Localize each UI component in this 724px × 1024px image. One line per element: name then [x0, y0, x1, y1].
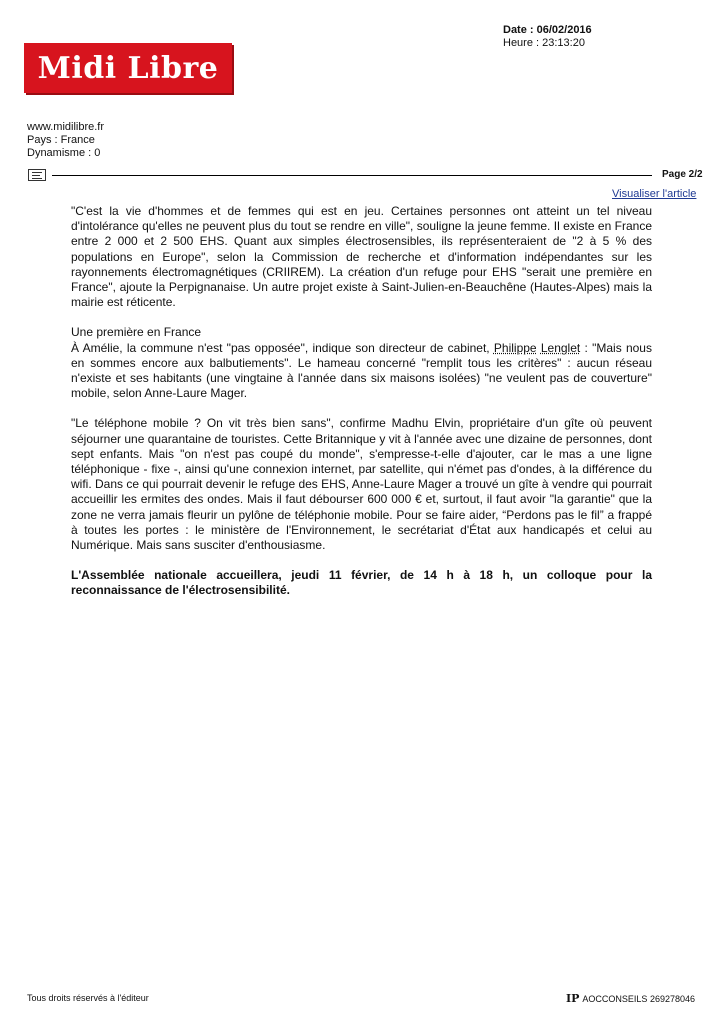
article-subheading: Une première en France: [71, 325, 202, 340]
person-last-name: Lenglet: [540, 340, 581, 355]
date-time-block: [503, 24, 592, 50]
logo-text: Midi Libre: [37, 50, 219, 86]
publication-time: Heure : 23:13:20: [503, 37, 585, 49]
footer-reference: [566, 992, 695, 1005]
article-body: [71, 204, 652, 614]
article-announcement: L'Assemblée nationale accueillera, jeudi 11 février, de 14 h à 18 h, un colloque pour la reconnaissance de l'électrosensibilité.: [71, 568, 652, 598]
paragraph-text: À Amélie, la commune n'est "pas opposée", indique son directeur de cabinet,: [71, 340, 494, 355]
footer-rights: Tous droits réservés à l'éditeur: [27, 993, 149, 1003]
reference-code: AOCCONSEILS 269278046: [582, 993, 695, 1004]
article-paragraph: "C'est la vie d'hommes et de femmes qui est en jeu. Certaines personnes ont atteint un tel niveau d'intolérance qu'elles ne peuvent plus du tout se rendre en ville", souligne la jeune femme. Il existe en France entre 2 000 et 2 500 EHS. Quant aux simples électrosensibles, ils représenteraient de "2 à 5 % des populations en Europe", selon la Commission de recherche et d'information indépendantes sur les rayonnements électromagnétiques (CRIIREM). La création d'un refuge pour EHS "serait une première en France", ajoute la Perpignanaise. Un autre projet existe à Saint-Julien-en-Beauchêne (Hautes-Alpes) mais la mairie est réticente.: [71, 204, 652, 310]
source-metadata: [27, 121, 104, 160]
document-icon: [28, 169, 46, 181]
paragraph-text: : "Mais nous en sommes encore aux balbutiements". Le hameau concerné "remplit tous les critères" : aucun réseau n'existe et ses habitants (une vingtaine à l'année dans six maisons isolées) "ne veulent pas de couverture" mobile, selon Anne-Laure Mager.: [71, 340, 652, 401]
person-first-name: Philippe: [493, 340, 537, 355]
source-dynamism: Dynamisme : 0: [27, 147, 101, 159]
source-website: www.midilibre.fr: [27, 121, 105, 133]
view-article-link[interactable]: Visualiser l'article: [612, 188, 697, 200]
header-divider: [52, 175, 652, 176]
midi-libre-logo: [24, 43, 232, 93]
page-number: Page 2/2: [662, 169, 703, 180]
ip-logo-icon: IP: [566, 992, 580, 1005]
source-country: Pays : France: [27, 134, 95, 146]
article-paragraph: [71, 341, 652, 402]
article-paragraph: "Le téléphone mobile ? On vit très bien sans", confirme Madhu Elvin, propriétaire d'un gîte où peuvent séjourner une quarantaine de touristes. Cette Britannique y vit à l'année avec une dizaine de personnes, dont sept enfants. Mais "on n'est pas coupé du monde", s'empresse-t-elle d'ajouter, car le mas a une ligne téléphonique - fixe -, ainsi qu'une connexion internet, par satellite, qui n'émet pas d'ondes, à la différence du wifi. Dans ce qui pourrait devenir le refuge des EHS, Anne-Laure Mager a trouvé un gîte à vendre qui pourrait accueillir les ermites des ondes. Mais il faut débourser 600 000 € et, surtout, il faut avoir "la garantie" que la zone ne verra jamais fleurir un pylône de téléphonie mobile. Pour se faire aider, “Perdons pas le fil” a frappé à toutes les portes : le ministère de l'Environnement, le secrétariat d'État aux handicapés et celui au Numérique. Mais sans susciter d'enthousiasme.: [71, 416, 652, 553]
publication-date: Date : 06/02/2016: [503, 24, 592, 36]
